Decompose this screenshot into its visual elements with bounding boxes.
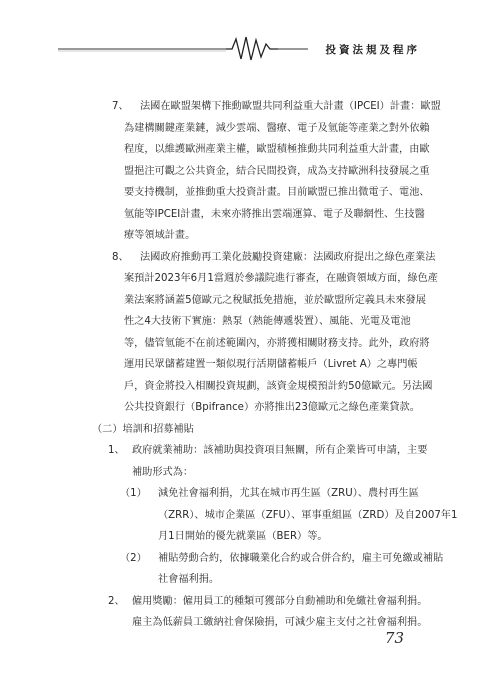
text-line: 運用民眾儲蓄建置一類似現行活期儲蓄帳戶（Livret A）之專門帳 bbox=[124, 359, 418, 370]
item-number: 7、 bbox=[112, 101, 129, 112]
text-line: 政府就業補助：該補助與投資項目無關，所有企業皆可申請，主要 bbox=[132, 445, 428, 456]
list-item bbox=[40, 591, 440, 634]
text-line: （ZRR）、城市企業區（ZFU）、軍事重組區（ZRD）及自2007年1 bbox=[158, 509, 458, 521]
text-line: 性之4大技術下實施：熱泵（熱能傳遞裝置）、風能、光電及電池 bbox=[124, 316, 411, 327]
text-line: 補貼勞動合約，依據職業化合約或合併合約，雇主可免繳或補貼 bbox=[158, 552, 444, 564]
text-line: 戶，資金將投入相關投資規劃，該資金規模預計約50億歐元。另法國 bbox=[124, 380, 433, 392]
text-line: 案預計2023年6月1當週於參議院進行審查，在融資領域方面，綠色產 bbox=[124, 273, 438, 284]
text-line: 僱用獎勵：僱用員工的種類可獲部分自動補助和免繳社會福利捐。 bbox=[132, 595, 428, 607]
text-line: 為建構關鍵產業鏈，減少雲端、醫療、電子及氫能等產業之對外依賴 bbox=[124, 122, 430, 134]
item-number: 2、 bbox=[108, 595, 125, 607]
text-line: 業法案將涵蓋5億歐元之稅賦抵免措施，並於歐盟所定義具未來發展 bbox=[124, 294, 426, 306]
text-line: 療等領域計畫。 bbox=[124, 230, 196, 241]
text-line: 減免社會福利捐，尤其在城市再生區（ZRU）、農村再生區 bbox=[158, 488, 419, 499]
text-line: 雇主為低薪員工繳納社會保險捐，可減少雇主支付之社會福利捐。 bbox=[132, 617, 428, 628]
list-item bbox=[40, 247, 440, 419]
text-line: 公共投資銀行（Bpifrance）亦將推出23億歐元之綠色產業貸款。 bbox=[124, 402, 420, 413]
section-title: （二）培訓和招募補貼 bbox=[92, 423, 194, 435]
document-body bbox=[40, 96, 458, 634]
text-line: 法國政府推動再工業化鼓勵投資建廠：法國政府提出之綠色產業法 bbox=[140, 251, 436, 263]
text-line: 月1日開始的優先就業區（BER）等。 bbox=[158, 531, 328, 542]
text-line: 等，儘管氫能不在前述範圍內，亦將獲相關財務支持。此外，政府將 bbox=[124, 337, 430, 349]
text-line: 法國在歐盟架構下推動歐盟共同利益重大計畫（IPCEI）計畫：歐盟 bbox=[140, 101, 441, 112]
page-number: 73 bbox=[384, 629, 404, 647]
header-title: 投資法規及程序 bbox=[325, 44, 420, 56]
text-line: 補助形式為： bbox=[132, 466, 194, 478]
text-line: 社會福利捐。 bbox=[158, 574, 220, 585]
text-line: 要支持機制，並推動重大投資計畫。目前歐盟已推出微電子、電池、 bbox=[124, 187, 430, 198]
text-line: 盟挹注可觀之公共資金，結合民間投資，成為支持歐洲科技發展之重 bbox=[124, 165, 430, 177]
list-item bbox=[40, 483, 458, 548]
text-line: 氫能等IPCEI計畫，未來亦將推出雲端運算、電子及聯網性、生技醫 bbox=[124, 208, 425, 220]
list-item bbox=[40, 548, 444, 591]
section-heading bbox=[40, 419, 440, 441]
text-line: 程度，以維護歐洲產業主權，歐盟積極推動共同利益重大計畫，由歐 bbox=[124, 144, 430, 155]
item-number: （1） bbox=[120, 488, 147, 499]
item-number: 1、 bbox=[108, 445, 125, 456]
item-number: （2） bbox=[120, 552, 147, 564]
item-number: 8、 bbox=[112, 251, 129, 263]
list-item bbox=[40, 440, 440, 483]
list-item bbox=[40, 96, 440, 247]
page-header bbox=[58, 34, 422, 64]
